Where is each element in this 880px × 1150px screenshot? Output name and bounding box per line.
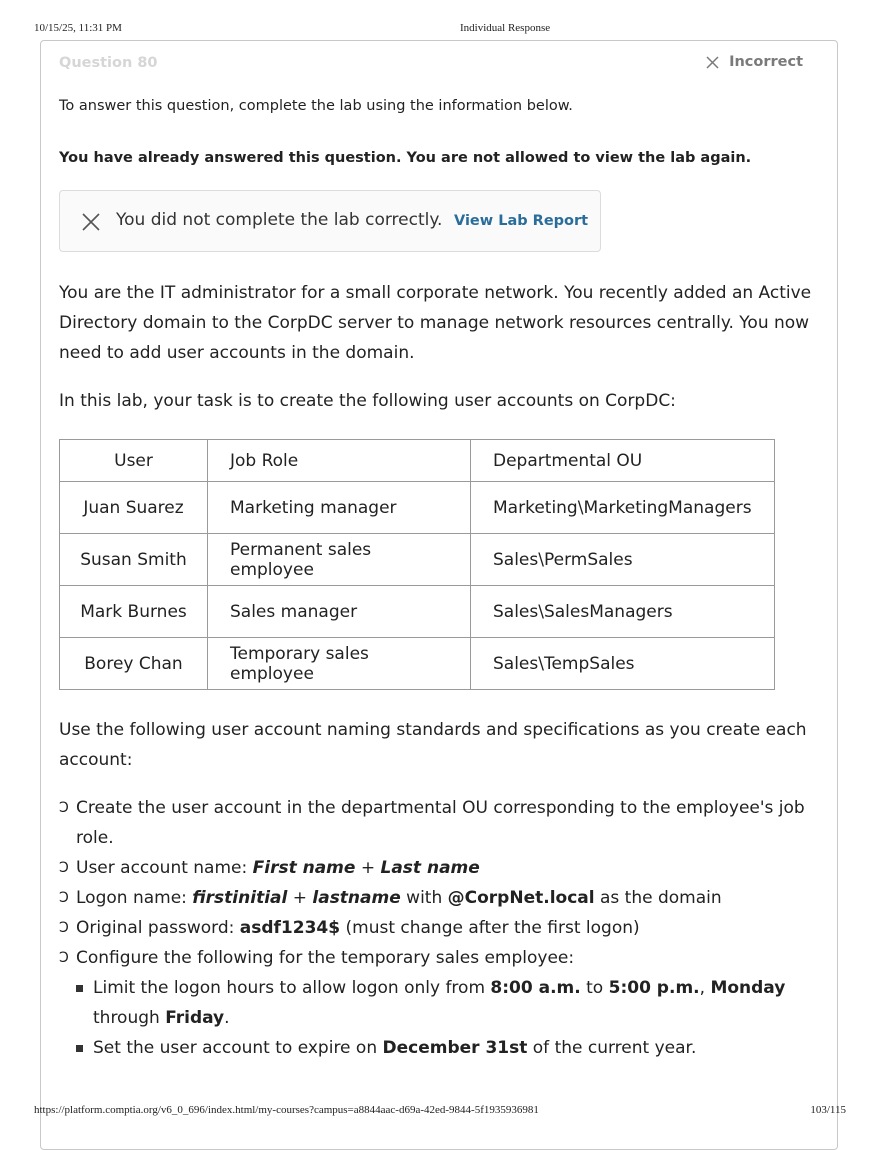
- bullet-icon: Ↄ: [59, 920, 69, 936]
- bullet-icon: Ↄ: [59, 860, 69, 876]
- bullet-icon: Ↄ: [59, 890, 69, 906]
- list-item: Ↄ User account name: First name + Last name: [59, 853, 837, 883]
- list-item: Set the user account to expire on December 31st of the current year.: [76, 1033, 811, 1063]
- table-header-row: [60, 440, 775, 482]
- question-number: Question 80: [59, 55, 158, 71]
- bullet-icon: Ↄ: [59, 800, 69, 816]
- result-label: Incorrect: [729, 54, 803, 70]
- list-item: Ↄ Original password: asdf1234$ (must change after the first logon): [59, 913, 837, 943]
- task-text: In this lab, your task is to create the following user accounts on CorpDC:: [59, 391, 676, 411]
- x-icon: [82, 213, 100, 231]
- cell-job-role: Marketing manager: [208, 482, 471, 534]
- specifications-list: [59, 793, 837, 1063]
- cell-user: Susan Smith: [60, 534, 208, 586]
- header-user: User: [60, 440, 208, 482]
- table-row: [60, 534, 775, 586]
- scenario-text: You are the IT administrator for a small corporate network. You recently added an Active Directory domain to the CorpDC server to manage network resources centrally. You now need to add user accounts in the domain.: [59, 283, 812, 363]
- cell-ou: Sales\PermSales: [471, 534, 775, 586]
- cell-user: Mark Burnes: [60, 586, 208, 638]
- lab-result-box: [59, 190, 601, 252]
- answered-note: You have already answered this question. You are not allowed to view the lab again.: [59, 150, 752, 166]
- bullet-icon: Ↄ: [59, 950, 69, 966]
- print-url: https://platform.comptia.org/v6_0_696/index.html/my-courses?campus=a8844aac-d69a-42ed-9844-5f1935936981: [34, 1104, 539, 1116]
- standards-intro: Use the following user account naming standards and specifications as you create each account:: [59, 720, 807, 770]
- result-status: [706, 54, 803, 70]
- print-title: Individual Response: [460, 22, 551, 34]
- instructions: To answer this question, complete the lab using the information below.: [59, 98, 573, 114]
- cell-ou: Sales\TempSales: [471, 638, 775, 690]
- cell-user: Borey Chan: [60, 638, 208, 690]
- cell-user: Juan Suarez: [60, 482, 208, 534]
- square-bullet-icon: [76, 985, 83, 992]
- question-card: [40, 40, 838, 1150]
- list-item: Ↄ Create the user account in the departmental OU corresponding to the employee's job role.: [59, 793, 837, 853]
- lab-result-message: You did not complete the lab correctly.: [116, 210, 443, 230]
- header-job-role: Job Role: [208, 440, 471, 482]
- list-item: Limit the logon hours to allow logon only from 8:00 a.m. to 5:00 p.m., Monday through Friday.: [76, 973, 811, 1033]
- table-row: [60, 586, 775, 638]
- print-page-number: 103/115: [810, 1104, 846, 1116]
- cell-job-role: Temporary sales employee: [208, 638, 471, 690]
- list-item: Ↄ Configure the following for the temporary sales employee: Limit the logon hours to allow logon only from 8:00 a.m. to 5:00 p.m., Monday through Friday. Set the user account to expire on December 31st of the current year.: [59, 943, 837, 1063]
- table-row: [60, 638, 775, 690]
- header-departmental-ou: Departmental OU: [471, 440, 775, 482]
- cell-ou: Sales\SalesManagers: [471, 586, 775, 638]
- table-row: [60, 482, 775, 534]
- close-icon: [706, 56, 719, 69]
- list-item: Ↄ Logon name: firstinitial + lastname with @CorpNet.local as the domain: [59, 883, 837, 913]
- cell-ou: Marketing\MarketingManagers: [471, 482, 775, 534]
- user-accounts-table: [59, 439, 775, 690]
- view-lab-report-link[interactable]: View Lab Report: [454, 213, 589, 229]
- temp-employee-sublist: [76, 973, 837, 1063]
- print-datetime: 10/15/25, 11:31 PM: [34, 22, 122, 34]
- square-bullet-icon: [76, 1045, 83, 1052]
- cell-job-role: Sales manager: [208, 586, 471, 638]
- cell-job-role: Permanent sales employee: [208, 534, 471, 586]
